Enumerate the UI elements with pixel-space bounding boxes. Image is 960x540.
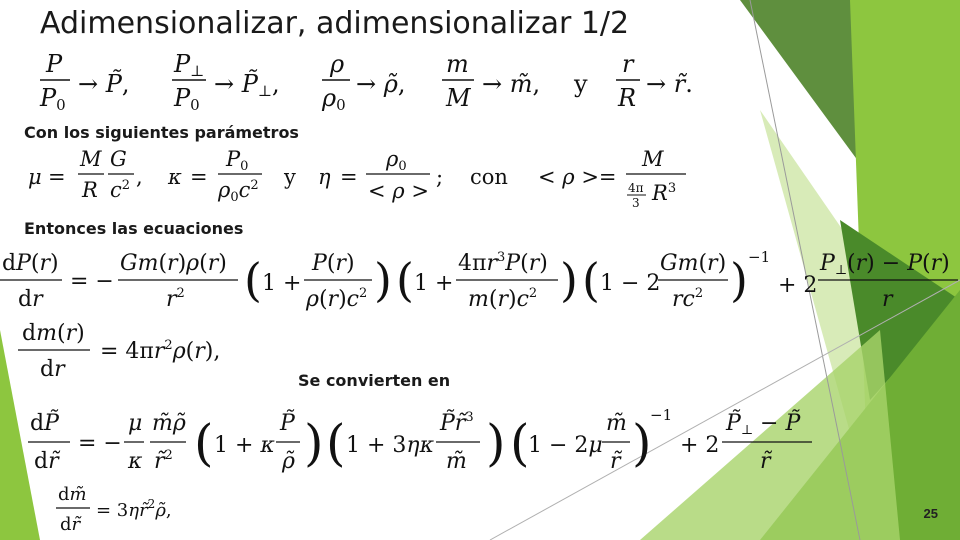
svg-text:Gm(r): Gm(r) — [660, 251, 727, 276]
svg-text:M: M — [80, 147, 102, 171]
svg-text:→ P̃,: → P̃, — [78, 70, 130, 98]
svg-text:r: r — [882, 287, 893, 312]
label-convert: Se convierten en — [298, 371, 451, 390]
svg-text:+ 2: + 2 — [680, 433, 720, 458]
slide-number: 25 — [923, 506, 938, 521]
svg-text:P̃⊥ − P̃: P̃⊥ − P̃ — [726, 411, 801, 438]
svg-text:= 3ηr̃2ρ̃,: = 3ηr̃$^2$ρ̃, — [96, 497, 172, 521]
svg-text:M: M — [642, 147, 664, 171]
svg-text:): ) — [486, 414, 506, 472]
svg-text:1 +: 1 + — [262, 271, 302, 296]
svg-text:dP(r): dP(r) — [2, 251, 59, 276]
svg-text:dP̃: dP̃ — [30, 411, 59, 436]
svg-text:dr̃: dr̃ — [60, 514, 81, 535]
svg-text:R: R — [82, 178, 98, 202]
svg-text:=: = — [190, 165, 208, 189]
svg-text:r̃: r̃ — [760, 449, 771, 474]
label-equations: Entonces las ecuaciones — [24, 219, 244, 238]
svg-text:−1: −1 — [650, 406, 673, 424]
svg-text:;: ; — [436, 165, 444, 189]
svg-text:R3: $R^3$ — [652, 181, 677, 205]
svg-text:m: m — [446, 50, 469, 78]
svg-text:r̃: r̃ — [610, 449, 621, 474]
svg-text:ρ̃: ρ̃ — [282, 449, 295, 474]
svg-text:rc2: $rc^2$ — [672, 286, 704, 312]
svg-text:): ) — [304, 414, 324, 472]
svg-text:P⊥(r) − P(r): P⊥(r) − P(r) — [820, 251, 950, 278]
svg-text:μ: μ — [128, 411, 143, 436]
svg-text:P0: P0 — [174, 84, 200, 114]
svg-text:dm(r): dm(r) — [22, 321, 85, 346]
dimensionless-mass-equation — [56, 484, 172, 535]
dimensionless-tov-equation — [28, 406, 812, 474]
svg-text:(: ( — [244, 253, 262, 307]
svg-text:(: ( — [510, 414, 530, 472]
svg-text:R: R — [618, 84, 637, 112]
svg-text:4πr3P(r): $4\pi r^3P(r)$ — [458, 250, 548, 276]
svg-text:P̃: P̃ — [280, 411, 295, 436]
svg-text:(: ( — [326, 414, 346, 472]
svg-text:ρ0: ρ0 — [386, 147, 407, 174]
word-y-2: y — [284, 165, 296, 189]
svg-text:η: η — [318, 165, 331, 189]
svg-text:1 +: 1 + — [414, 271, 454, 296]
svg-text:P: P — [46, 50, 63, 78]
svg-text:(: ( — [582, 253, 600, 307]
slide-title: Adimensionalizar, adimensionalizar 1/2 — [40, 6, 630, 41]
svg-text:+ 2: + 2 — [778, 273, 818, 298]
svg-text:): ) — [632, 414, 652, 472]
svg-text:,: , — [136, 165, 143, 189]
svg-text:m̃: m̃ — [446, 449, 467, 474]
svg-text:dr̃: dr̃ — [34, 449, 59, 474]
svg-text:κ: κ — [128, 449, 143, 474]
svg-text:Gm(r)ρ(r): Gm(r)ρ(r) — [120, 251, 227, 276]
svg-text:ρ(r)c2: $\rho(r)c^2$ — [306, 286, 368, 312]
svg-text:1 − 2μ: 1 − 2μ — [528, 433, 603, 458]
svg-text:r̃2: r̃$^2$ — [154, 448, 173, 474]
svg-text:→ r̃.: → r̃. — [646, 70, 693, 98]
svg-text:): ) — [730, 253, 748, 307]
substitution-row — [39, 50, 693, 114]
svg-text:r: r — [622, 50, 634, 78]
svg-text:(: ( — [396, 253, 414, 307]
svg-text:dr: dr — [40, 357, 65, 382]
word-con: con — [470, 165, 508, 189]
svg-text:dr: dr — [18, 287, 43, 312]
svg-text:1 − 2: 1 − 2 — [600, 271, 661, 296]
svg-text:r2: $r^2$ — [166, 286, 185, 312]
label-parameters: Con los siguientes parámetros — [24, 123, 299, 142]
svg-text:= −: = − — [78, 431, 122, 456]
svg-text:(: ( — [194, 414, 214, 472]
svg-text:→ ρ̃,: → ρ̃, — [356, 70, 406, 98]
svg-text:κ: κ — [168, 165, 182, 189]
svg-text:→ P̃⊥,: → P̃⊥, — [214, 70, 280, 100]
svg-text:< ρ >: < ρ > — [368, 179, 429, 203]
svg-text:= −: = − — [70, 269, 114, 294]
svg-text:−1: −1 — [748, 248, 771, 266]
svg-text:m(r)c2: $m(r)c^2$ — [468, 286, 538, 312]
svg-text:P̃r̃3: P̃r̃$^3$ — [440, 410, 474, 436]
svg-text:dm̃: dm̃ — [58, 484, 87, 505]
svg-text:ρ0: ρ0 — [322, 84, 346, 114]
svg-text:μ: μ — [28, 165, 42, 189]
svg-text:ρ: ρ — [330, 50, 345, 78]
svg-text:M: M — [446, 84, 471, 112]
svg-text:< ρ >=: < ρ >= — [538, 165, 617, 189]
svg-text:3: 3 — [632, 196, 640, 210]
svg-text:P⊥: P⊥ — [174, 50, 205, 80]
mass-equation — [18, 321, 220, 382]
svg-text:): ) — [374, 253, 392, 307]
svg-text:m̃: m̃ — [606, 411, 627, 436]
tov-equation — [0, 248, 958, 312]
svg-text:P(r): P(r) — [312, 251, 355, 276]
svg-text:=: = — [48, 165, 66, 189]
svg-text:1 + 3ηκ: 1 + 3ηκ — [346, 433, 435, 458]
svg-text:c2: $c^2$ — [110, 178, 131, 202]
svg-text:): ) — [560, 253, 578, 307]
svg-text:m̃ρ̃: m̃ρ̃ — [152, 411, 186, 436]
svg-text:P0: P0 — [226, 147, 249, 174]
svg-text:P0: P0 — [40, 84, 66, 114]
svg-text:→ m̃,: → m̃, — [482, 70, 541, 98]
word-y-1: y — [574, 70, 588, 98]
svg-text:1 + κ: 1 + κ — [214, 433, 275, 458]
svg-text:= 4πr2ρ(r),: = $4\pi r^2\rho(r)$, — [100, 338, 221, 364]
svg-text:4π: 4π — [628, 181, 644, 195]
svg-text:ρ0c2: $\rho 0c^2$ — [218, 178, 259, 205]
svg-text:G: G — [110, 147, 127, 171]
svg-text:=: = — [340, 165, 358, 189]
parameters-row — [28, 147, 686, 210]
